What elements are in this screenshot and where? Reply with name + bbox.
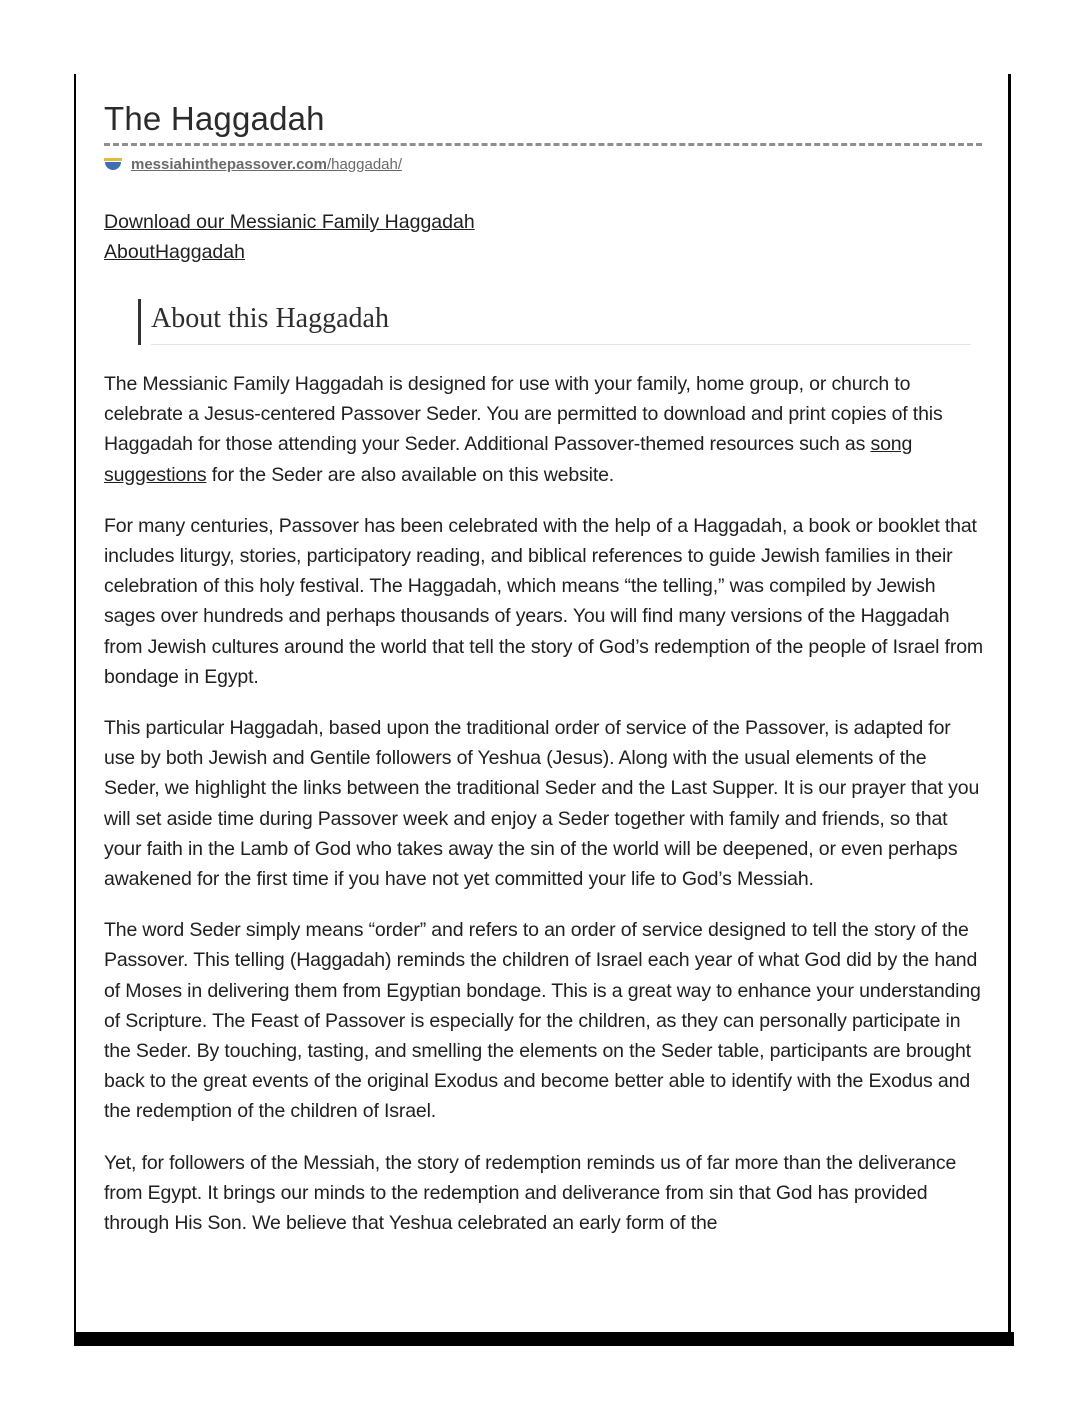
paragraph-history: For many centuries, Passover has been celebrated with the help of a Haggadah, a book or booklet that includes liturgy, stories, participatory reading, and biblical references to guide Jewish families in their celebration of this holy festival. The Haggadah, which means “the telling,” was compiled by Jewish sages over hundreds and perhaps thousands of years. You will find many versions of the Haggadah from Jewish cultures around the world that tell the story of God’s redemption of the people of Israel from bondage in Egypt. xyxy=(104,514,984,688)
page-bottom-border xyxy=(74,1332,1014,1346)
paragraph-text: for the Seder are also available on this website. xyxy=(206,463,615,486)
source-link[interactable] xyxy=(131,156,402,173)
paragraph-seder-meaning: The word Seder simply means “order” and refers to an order of service designed to tell the story of the Passover. This telling (Haggadah) reminds the children of Israel each year of what God did by the hand of Moses in delivering them from Egyptian bondage. This is a great way to enhance your understanding of Scripture. The Feast of Passover is especially for the children, as they can personally participate in the Seder. By touching, tasting, and smelling the elements on the Seder table, participants are brought back to the great events of the original Exodus and become better able to identify with the Exodus and the redemption of the children of Israel. xyxy=(104,919,981,1123)
heading-underline xyxy=(151,344,971,345)
page-title: The Haggadah xyxy=(104,100,325,137)
source-domain: messiahinthepassover.com xyxy=(131,155,327,173)
download-haggadah-link[interactable]: Download our Messianic Family Haggadah xyxy=(104,211,475,233)
paragraph-redemption: Yet, for followers of the Messiah, the story of redemption reminds us of far more than the deliverance from Egypt. It brings our minds to the redemption and deliverance from sin that God has provided through His Son. We believe that Yeshua celebrated an early form of the xyxy=(104,1151,957,1235)
title-dashed-divider xyxy=(104,143,982,146)
source-url xyxy=(104,153,984,175)
paragraph-purpose: This particular Haggadah, based upon the traditional order of service of the Passover, is adapted for use by both Jewish and Gentile followers of Yeshua (Jesus). Along with the usual elements of the Seder, we highlight the links between the traditional Seder and the Last Supper. It is our prayer that you will set aside time during Passover week and enjoy a Seder together with family and friends, so that your faith in the Lamb of God who takes away the sin of the world will be deepened, or even perhaps awakened for the first time if you have not yet committed your life to God’s Messiah. xyxy=(104,717,980,891)
section-heading xyxy=(138,299,984,345)
site-favicon-icon xyxy=(104,158,122,170)
about-haggadah-link[interactable]: AboutHaggadah xyxy=(104,241,245,263)
source-path: /haggadah/ xyxy=(326,155,403,173)
song-suggestions-link[interactable]: song suggestions xyxy=(104,433,913,486)
heading-accent-bar xyxy=(138,299,141,345)
link-list xyxy=(104,207,984,267)
article xyxy=(104,96,984,1238)
paragraph-intro xyxy=(104,369,984,490)
paragraph-text: The Messianic Family Haggadah is designed for use with your family, home group, or church to celebrate a Jesus-centered Passover Seder. You are permitted to download and print copies of this Haggadah for those attending your Seder. Additional Passover-themed resources such as xyxy=(104,373,943,456)
section-heading-text: About this Haggadah xyxy=(151,303,389,334)
